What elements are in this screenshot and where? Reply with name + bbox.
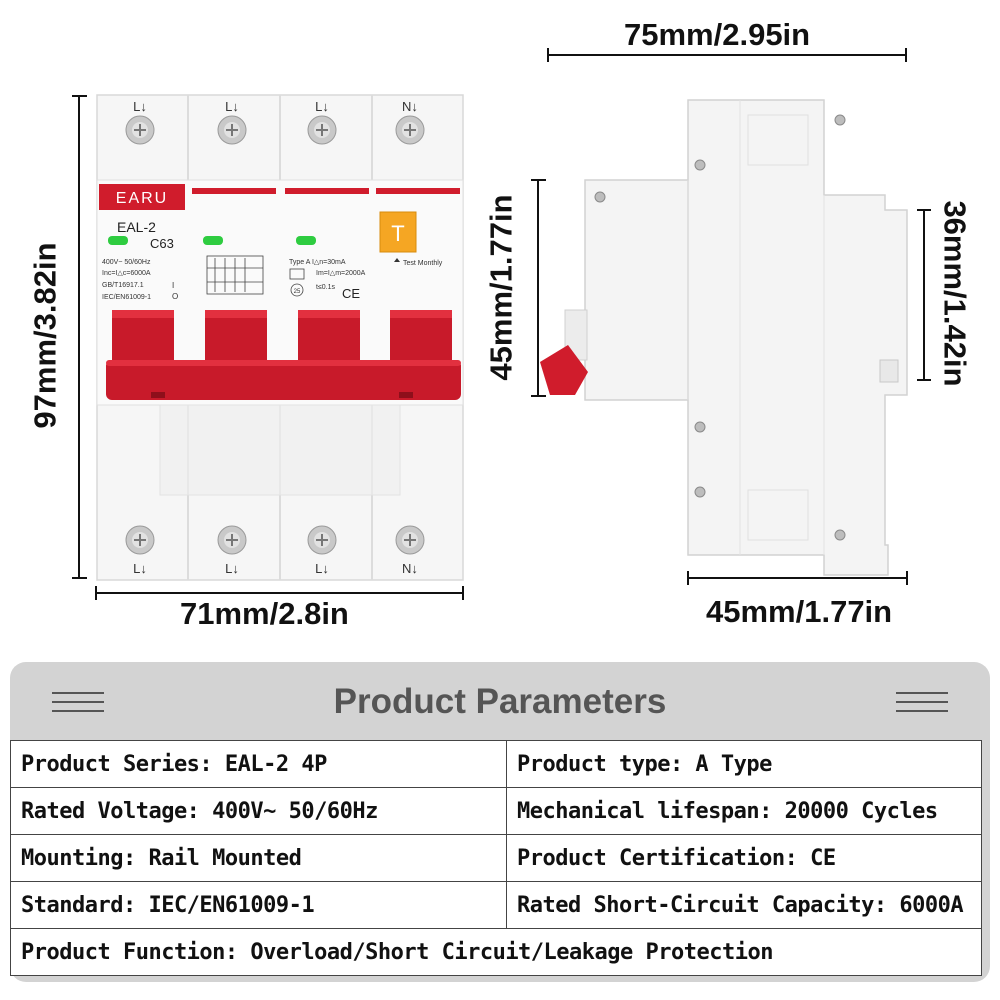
spec-line: Inc=I△c=6000A <box>102 270 151 277</box>
terminal-label: L↓ <box>133 99 147 114</box>
table-cell: Mechanical lifespan: 20000 Cycles <box>507 788 982 835</box>
status-indicator <box>203 236 223 245</box>
terminal-label: N↓ <box>402 561 418 576</box>
ce-mark: CE <box>342 286 361 301</box>
front-height-dimension: 97mm/3.82in <box>27 242 63 429</box>
table-cell: Product Certification: CE <box>507 835 982 882</box>
breaker-side-view <box>540 100 907 575</box>
table-cell: Product type: A Type <box>507 741 982 788</box>
terminal-screw-icon <box>396 116 424 144</box>
rivet-icon <box>695 422 705 432</box>
rcd-spec-line: Type A I△n=30mA <box>289 259 346 266</box>
terminal-label: L↓ <box>315 561 329 576</box>
side-depth-top-dimension: 75mm/2.95in <box>624 17 811 52</box>
menu-lines-icon <box>896 692 948 719</box>
temperature-mark: 25 <box>293 289 301 295</box>
switch-mark-on: I <box>172 281 175 290</box>
table-row <box>11 882 982 929</box>
rivet-icon <box>595 192 605 202</box>
terminal-label: N↓ <box>402 99 418 114</box>
dimension-line-front-height <box>72 96 87 578</box>
side-depth-bottom-dimension: 45mm/1.77in <box>706 594 893 629</box>
spec-line: GB/T16917.1 <box>102 282 144 289</box>
side-body-height-dimension: 45mm/1.77in <box>483 194 519 381</box>
rivet-icon <box>695 487 705 497</box>
terminal-screw-icon <box>218 116 246 144</box>
rcd-spec-line: t≤0.1s <box>316 284 336 291</box>
terminal-label: L↓ <box>133 561 147 576</box>
rating-label: C63 <box>150 236 174 251</box>
status-indicator <box>108 236 128 245</box>
table-cell: Rated Short-Circuit Capacity: 6000A <box>507 882 982 929</box>
terminal-label: L↓ <box>225 99 239 114</box>
rcd-spec-line: Im=I△m=2000A <box>316 270 366 277</box>
dimension-line-side-right <box>917 210 931 380</box>
side-rail-height-dimension: 36mm/1.42in <box>937 200 973 387</box>
table-cell: Rated Voltage: 400V~ 50/60Hz <box>11 788 507 835</box>
table-row <box>11 741 982 788</box>
table-cell: Mounting: Rail Mounted <box>11 835 507 882</box>
terminal-screw-icon <box>126 526 154 554</box>
switch-mark-off: O <box>172 292 179 301</box>
table-row <box>11 788 982 835</box>
model-label: EAL-2 <box>117 219 156 235</box>
terminal-label: L↓ <box>315 99 329 114</box>
terminal-screw-icon <box>396 526 424 554</box>
parameters-title: Product Parameters <box>333 682 667 721</box>
front-width-dimension: 71mm/2.8in <box>180 596 349 631</box>
rivet-icon <box>695 160 705 170</box>
terminal-screw-icon <box>218 526 246 554</box>
terminal-label: L↓ <box>225 561 239 576</box>
table-cell-full: Product Function: Overload/Short Circuit/Leakage Protection <box>11 929 982 976</box>
table-cell: Standard: IEC/EN61009-1 <box>11 882 507 929</box>
status-indicator <box>296 236 316 245</box>
parameters-table <box>10 740 982 976</box>
table-row <box>11 835 982 882</box>
brand-logo: EARU <box>115 190 169 207</box>
terminal-screw-icon <box>308 526 336 554</box>
table-cell: Product Series: EAL-2 4P <box>11 741 507 788</box>
terminal-screw-icon <box>126 116 154 144</box>
rivet-icon <box>835 530 845 540</box>
test-button-label: T <box>391 221 405 246</box>
table-row <box>11 929 982 976</box>
terminal-screw-icon <box>308 116 336 144</box>
spec-line: IEC/EN61009-1 <box>102 294 152 301</box>
rivet-icon <box>835 115 845 125</box>
test-monthly-label: Test Monthly <box>403 260 443 267</box>
spec-line: 400V~ 50/60Hz <box>102 259 151 266</box>
